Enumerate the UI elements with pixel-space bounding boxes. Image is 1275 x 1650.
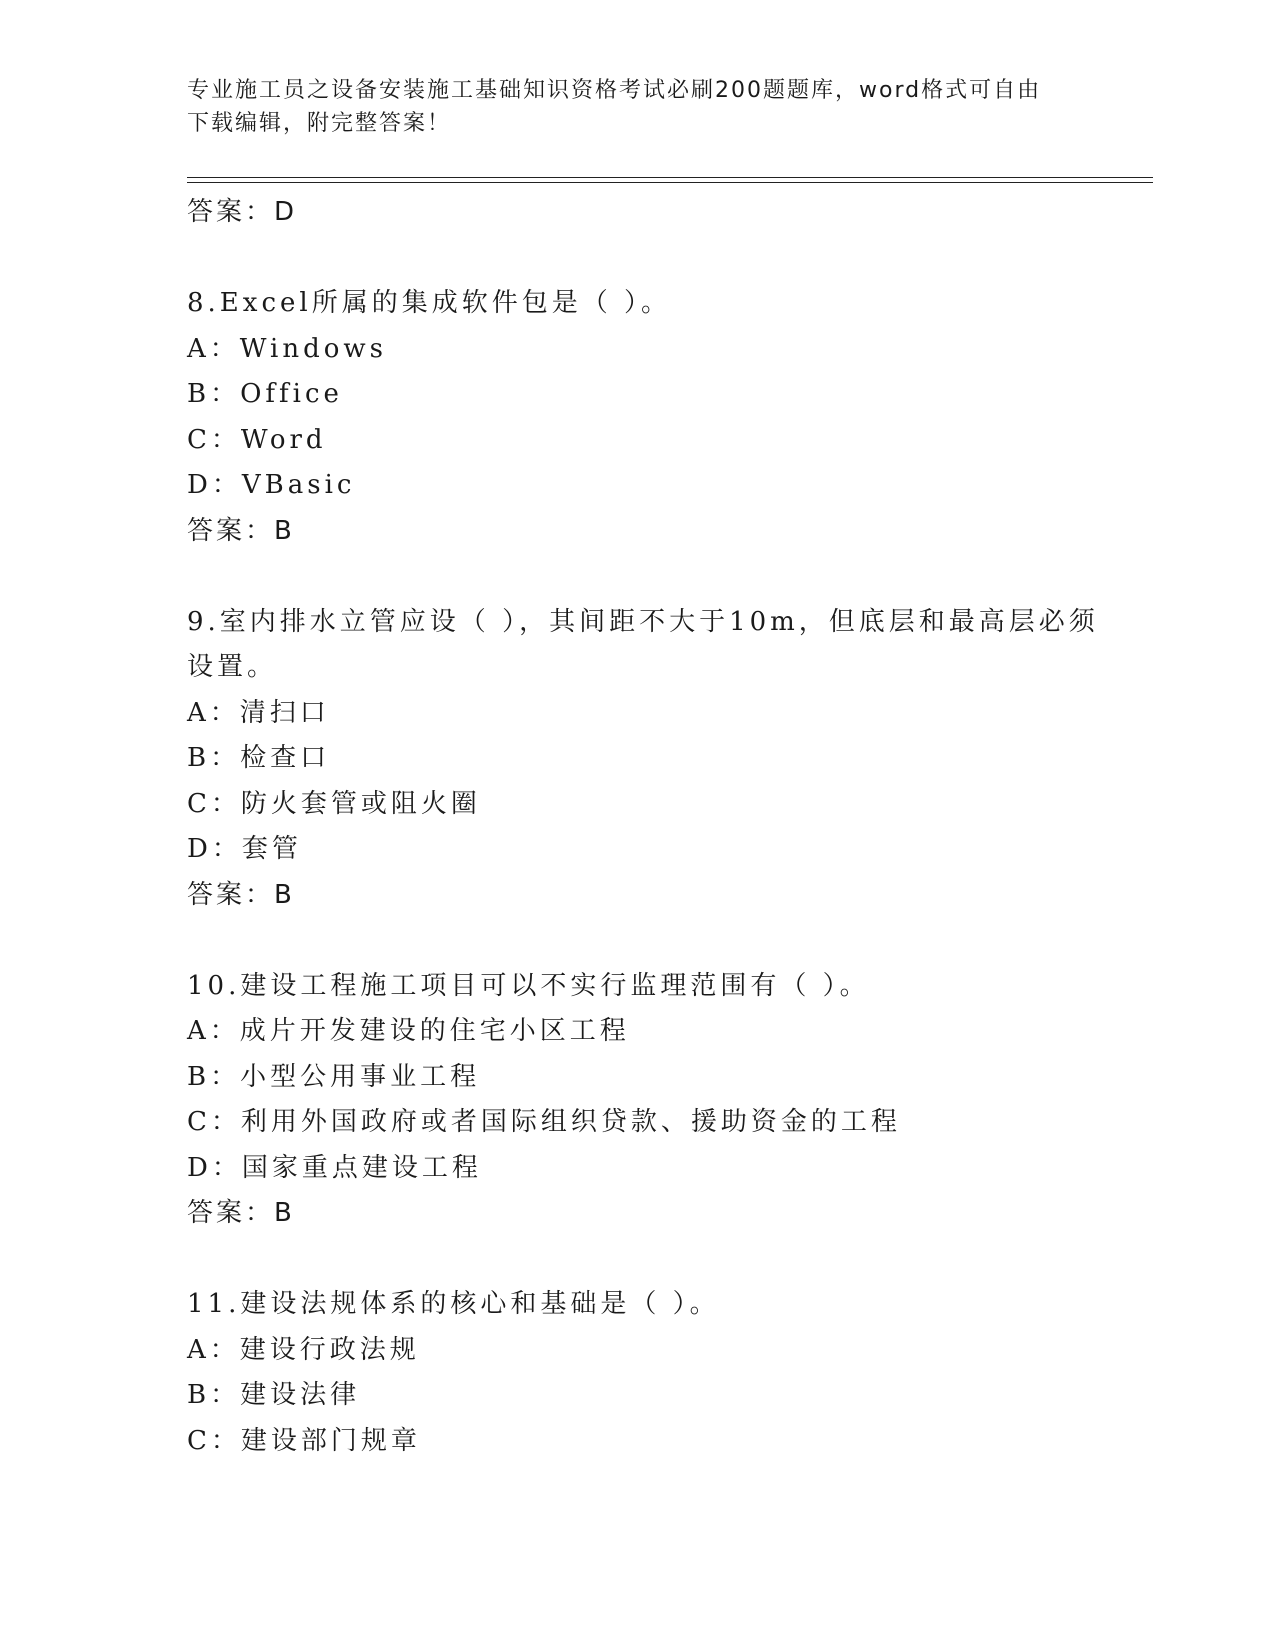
option-b: B：建设法律 <box>187 1380 361 1410</box>
previous-answer: 答案：D <box>187 197 298 227</box>
question-stem: 8.Excel所属的集成软件包是（ ）。 <box>187 288 671 318</box>
option-b: B：Office <box>187 379 343 409</box>
spacer <box>187 1237 1087 1283</box>
option-a: A：成片开发建设的住宅小区工程 <box>187 1016 630 1046</box>
answer: 答案：B <box>187 879 295 910</box>
spacer <box>187 554 1087 600</box>
option-a: A：Windows <box>187 333 387 364</box>
spacer <box>187 236 1087 282</box>
option-d: D：VBasic <box>187 470 356 500</box>
answer: 答案：B <box>187 1198 295 1228</box>
question-8 <box>187 281 1087 554</box>
option-b: B：小型公用事业工程 <box>187 1061 481 1092</box>
header-line-1: 专业施工员之设备安装施工基础知识资格考试必刷200题题库，word格式可自由 <box>187 78 1042 103</box>
question-list <box>187 190 1099 1464</box>
option-d: D：套管 <box>187 834 302 864</box>
question-11 <box>187 1282 1087 1464</box>
option-c: C：Word <box>187 424 327 455</box>
question-10 <box>187 964 1087 1237</box>
header-divider-bottom <box>187 182 1153 183</box>
document-header <box>187 74 1067 140</box>
option-c: C：利用外国政府或者国际组织贷款、援助资金的工程 <box>187 1107 901 1137</box>
question-stem: 10.建设工程施工项目可以不实行监理范围有（ ）。 <box>187 970 870 1001</box>
option-a: A：清扫口 <box>187 697 330 728</box>
option-c: C：防火套管或阻火圈 <box>187 788 481 819</box>
option-b: B：检查口 <box>187 743 331 773</box>
question-stem: 11.建设法规体系的核心和基础是（ ）。 <box>187 1289 720 1319</box>
header-divider-top <box>187 177 1153 178</box>
question-9 <box>187 600 1099 919</box>
spacer <box>187 918 1087 964</box>
header-line-2: 下载编辑，附完整答案！ <box>187 111 452 136</box>
question-stem: 9.室内排水立管应设（ ），其间距不大于10m，但底层和最高层必须 <box>187 606 1099 637</box>
option-d: D：国家重点建设工程 <box>187 1152 482 1183</box>
question-stem-continued: 设置。 <box>187 652 278 682</box>
answer: 答案：B <box>187 515 295 546</box>
option-c: C：建设部门规章 <box>187 1425 421 1456</box>
option-a: A：建设行政法规 <box>187 1334 420 1365</box>
